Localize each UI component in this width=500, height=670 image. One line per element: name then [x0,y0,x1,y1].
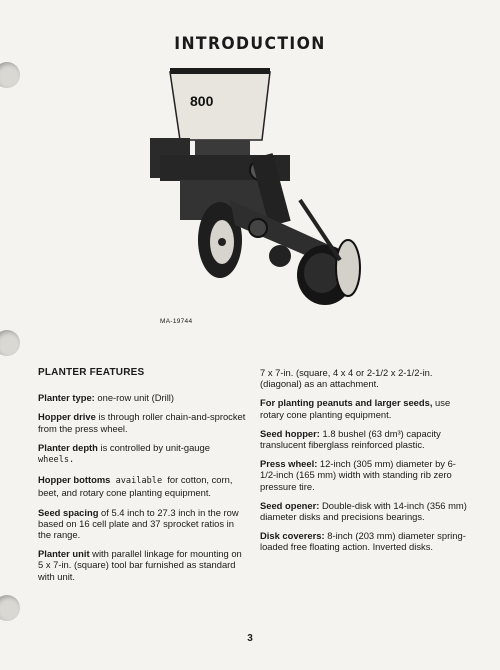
binder-hole-middle [0,330,20,356]
page-title: INTRODUCTION [174,34,326,54]
paragraph-seed-hopper: Seed hopper: 1.8 bushel (63 dm³) capacity translucent fiberglass reinforced plastic. [260,427,441,451]
section-heading: PLANTER FEATURES [38,367,145,378]
paragraph-peanuts: For planting peanuts and larger seeds, use rotary cone planting equipment. [260,397,451,420]
paragraph-press-wheel: Press wheel: 12-inch (305 mm) diameter by 6-1/2-inch (165 mm) width with standing rib zero pressure tire. [260,458,456,492]
paragraph-seed-spacing: Seed spacing of 5.4 inch to 27.3 inch in the row based on 16 cell plate and 37 sprocket ratios in the range. [38,506,239,541]
right-column [260,367,468,561]
left-column [38,367,246,590]
planter-photo [140,60,380,330]
page-number: 3 [247,633,253,644]
paragraph-planter-type: Planter type: one-row unit (Drill) [38,392,174,404]
binder-hole-bottom [0,595,20,621]
paragraph-seed-opener: Seed opener: Double-disk with 14-inch (356 mm) diameter disks and precisions bearings. [260,499,467,523]
paragraph-hopper-drive: Hopper drive is through roller chain-and-sprocket from the press wheel. [38,411,246,434]
paragraph-planter-unit: Planter unit with parallel linkage for mounting on 5 x 7-in. (square) tool bar furnished as standard with unit. [38,548,242,582]
paragraph-hopper-bottoms: Hopper bottoms available for cotton, corn, beet, and rotary cone planting equipment. [38,474,233,499]
paragraph-continued: 7 x 7-in. (square, 4 x 4 or 2-1/2 x 2-1/2-in. (diagonal) as an attachment. [260,367,433,390]
hopper-number: 800 [190,93,214,109]
figure-label: MA-19744 [160,318,193,325]
paragraph-planter-depth: Planter depth is controlled by unit-gauge wheels. [38,441,210,466]
paragraph-disk-coverers: Disk coverers: 8-inch (203 mm) diameter spring-loaded free floating action. Inverted disks. [260,530,466,553]
binder-hole-top [0,62,20,88]
